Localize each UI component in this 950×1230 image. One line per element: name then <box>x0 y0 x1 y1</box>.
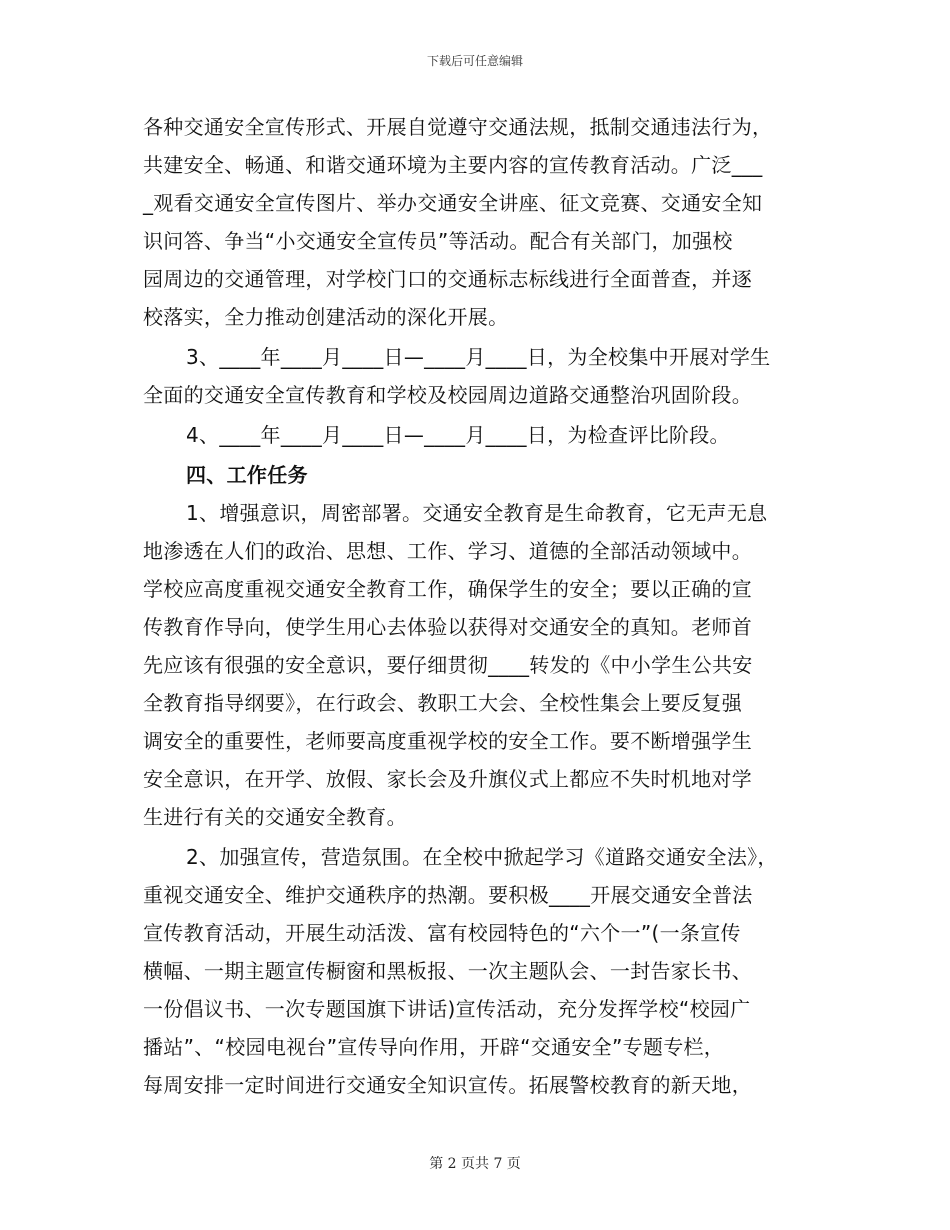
paragraph-line: 校落实，全力推动创建活动的深化开展。 <box>143 305 509 329</box>
paragraph-line: 播站”、“校园电视台”宣传导向作用，开辟“交通安全”专题专栏， <box>143 1035 725 1059</box>
paragraph-line: 一份倡议书、一次专题国旗下讲话)宣传活动，充分发挥学校“校园广 <box>143 997 751 1021</box>
paragraph-line: 学校应高度重视交通安全教育工作，确保学生的安全；要以正确的宣 <box>143 577 752 601</box>
paragraph-line: 全面的交通安全宣传教育和学校及校园周边道路交通整治巩固阶段。 <box>143 383 752 407</box>
paragraph-line: 生进行有关的交通安全教育。 <box>143 805 407 829</box>
paragraph-line: 调安全的重要性，老师要高度重视学校的安全工作。要不断增强学生 <box>143 729 752 753</box>
paragraph-line: 2、加强宣传，营造氛围。在全校中掀起学习《道路交通安全法》， <box>186 845 778 869</box>
paragraph-line: 全教育指导纲要》，在行政会、教职工大会、全校性集会上要反复强 <box>143 691 742 715</box>
paragraph-line: 传教育作导向，使学生用心去体验以获得对交通安全的真知。老师首 <box>143 615 752 639</box>
paragraph-line: 先应该有很强的安全意识，要仔细贯彻____转发的《中小学生公共安 <box>143 653 753 677</box>
paragraph-line: 横幅、一期主题宣传橱窗和黑板报、一次主题队会、一封告家长书、 <box>143 959 752 983</box>
paragraph-line: _观看交通安全宣传图片、举办交通安全讲座、征文竞赛、交通安全知 <box>143 191 763 215</box>
schedule-item-4: 4、____年____月____日—____月____日，为检查评比阶段。 <box>186 423 730 447</box>
paragraph-line: 每周安排一定时间进行交通安全知识宣传。拓展警校教育的新天地， <box>143 1073 752 1097</box>
paragraph-line: 安全意识，在开学、放假、家长会及升旗仪式上都应不失时机地对学 <box>143 767 752 791</box>
paragraph-line: 各种交通安全宣传形式、开展自觉遵守交通法规，抵制交通违法行为， <box>143 115 773 139</box>
paragraph-line: 园周边的交通管理，对学校门口的交通标志标线进行全面普查，并逐 <box>143 267 752 291</box>
section-heading: 四、工作任务 <box>186 463 308 487</box>
paragraph-line: 共建安全、畅通、和谐交通环境为主要内容的宣传教育活动。广泛___ <box>143 153 763 177</box>
paragraph-line: 重视交通安全、维护交通秩序的热潮。要积极____开展交通安全普法 <box>143 883 753 907</box>
paragraph-line: 宣传教育活动，开展生动活泼、富有校园特色的“六个一”(一条宣传 <box>143 921 741 945</box>
paragraph-line: 识问答、争当“小交通安全宣传员”等活动。配合有关部门，加强校 <box>143 229 733 253</box>
page-number: 第 2 页共 7 页 <box>429 1156 521 1172</box>
schedule-item-3: 3、____年____月____日—____月____日，为全校集中开展对学生 <box>186 345 771 369</box>
paragraph-line: 地渗透在人们的政治、思想、工作、学习、道德的全部活动领域中。 <box>143 539 752 563</box>
page-header: 下载后可任意编辑 <box>426 54 523 68</box>
document-body <box>143 108 813 1104</box>
paragraph-line: 1、增强意识，周密部署。交通安全教育是生命教育，它无声无息 <box>186 501 768 525</box>
